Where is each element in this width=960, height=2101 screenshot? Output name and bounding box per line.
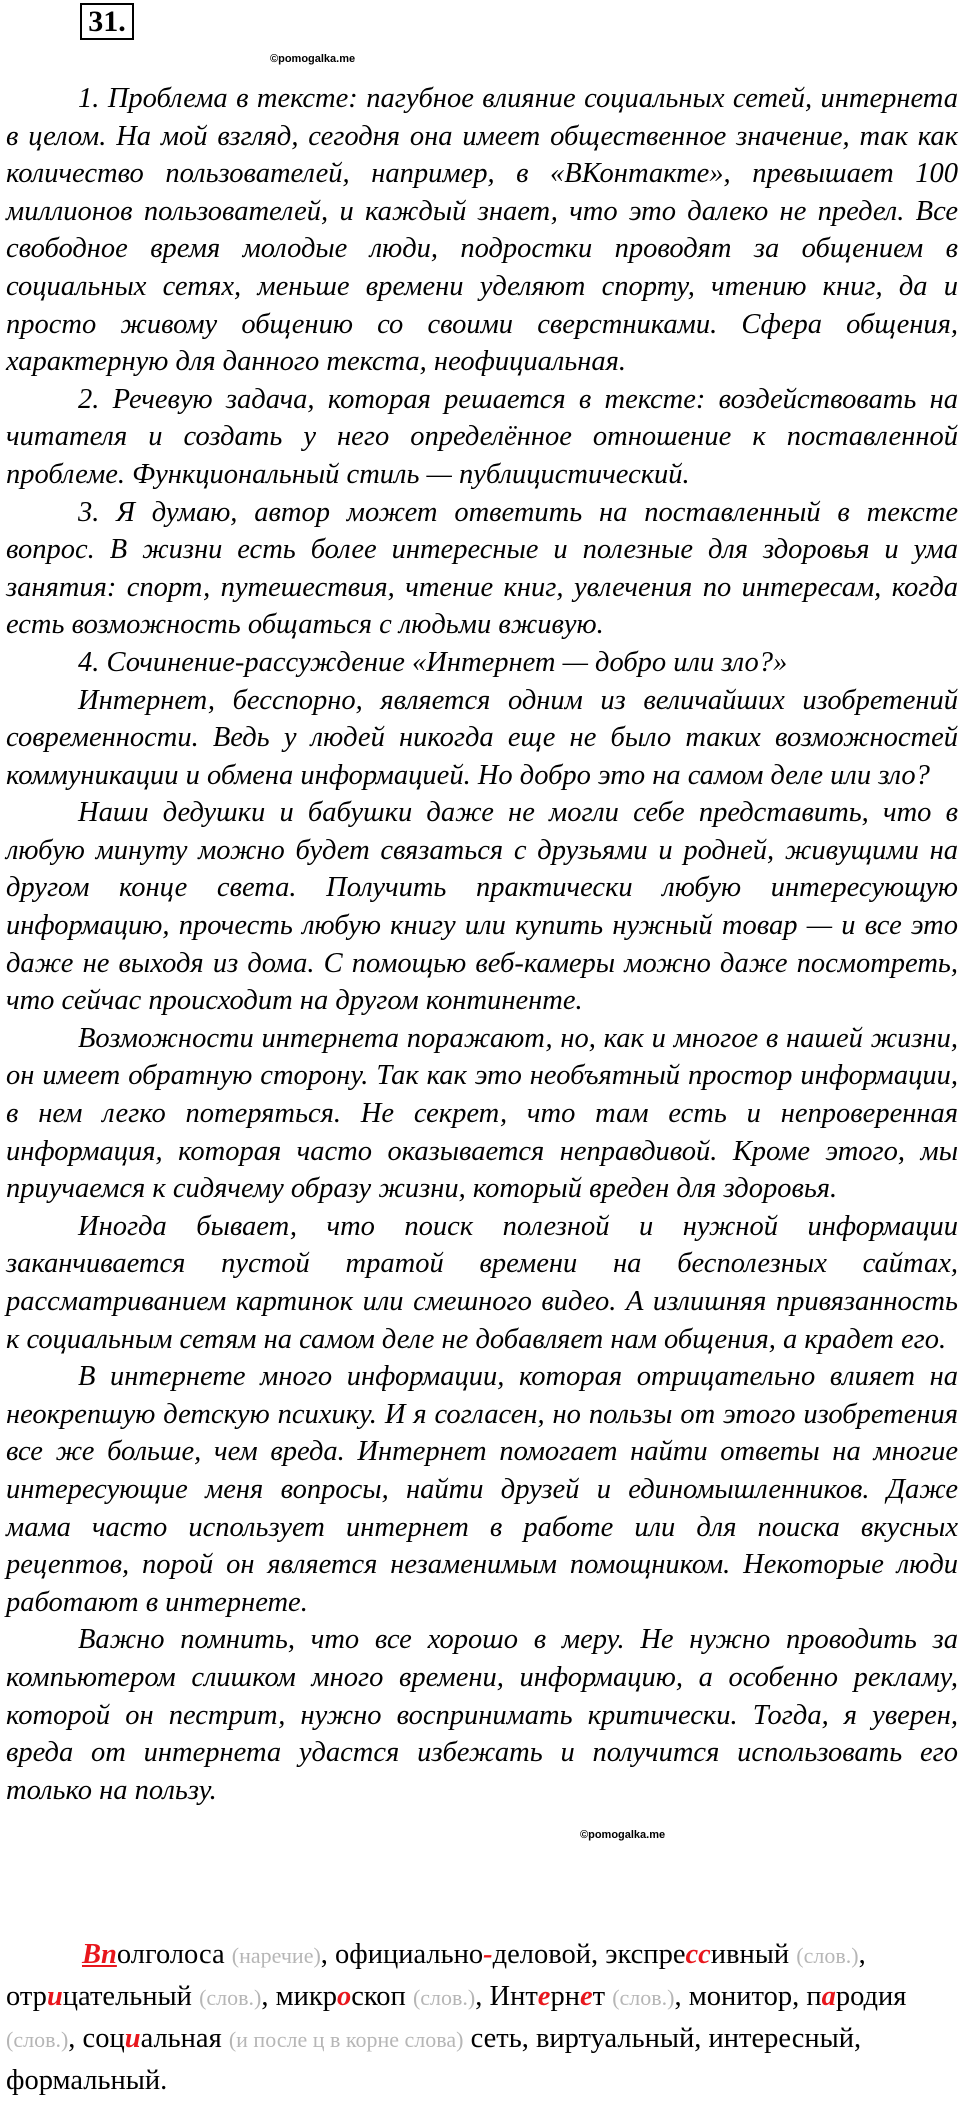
paragraph: Интернет, бесспорно, является одним из величайших изобретений современности. Ведь у людей никогда еще не было таких возможностей коммуникации и обмена информацией. Но добро это на самом деле или зло?	[6, 684, 958, 791]
watermark-top: ©pomogalka.me	[270, 53, 356, 65]
highlight-letters: е	[537, 1981, 551, 2012]
word-part: , микр	[261, 1981, 337, 2012]
highlight-letters: е	[579, 1981, 593, 2012]
word-part: , отр	[6, 1939, 866, 2012]
watermark-bottom: ©pomogalka.me	[580, 1829, 666, 1841]
word-part: , Инт	[475, 1981, 538, 2012]
word-part: рн	[550, 1981, 580, 2012]
word-part: т	[592, 1981, 606, 2012]
paragraph: Возможности интернета поражают, но, как и многое в нашей жизни, он имеет обратную сторону. Так как это необъятный простор информации, в нем легко потеряться. Не секрет, что там есть и непроверенная информация, которая часто оказывается неправдивой. Кроме этого, мы приучаемся к сидячему образу жизни, который вреден для здоровья.	[6, 1022, 958, 1205]
word-part: ивный	[710, 1939, 790, 1970]
word-part: цательный	[62, 1981, 192, 2012]
highlight-letters: а	[821, 1981, 836, 2012]
task-number-box: 31.	[80, 3, 134, 40]
essay-body	[6, 80, 958, 1809]
paragraph: Иногда бывает, что поиск полезной и нужной информации заканчивается пустой тратой времени на бесполезных сайтах, рассматриванием картинок или смешного видео. А излишняя привязанность к социальным сетям на самом деле не добавляет нам общения, а крадет его.	[6, 1210, 958, 1355]
highlight-letters: -	[483, 1939, 493, 1970]
paragraph: Наши дедушки и бабушки даже не могли себе представить, что в любую минуту можно будет связаться с друзьями и родней, живущими на другом конце света. Получить практически любую интересующую информацию, прочесть любую книгу или купить нужный товар — и все это даже не выходя из дома. С помощью веб-камеры можно даже посмотреть, что сейчас происходит на другом континенте.	[6, 797, 958, 1017]
note: (и после ц в корне слова)	[228, 2027, 464, 2052]
paragraph: В интернете много информации, которая отрицательно влияет на неокрепшую детскую психику. И я согласен, но пользы от этого изобретения все же больше, чем вреда. Интернет помогает найти ответы на многие интересующие меня вопросы, найти друзей и единомышленников. Даже мама часто использует интернет в работе или для поиска вкусных рецептов, порой он является незаменимым помощником. Некоторые люди работают в интернете.	[6, 1361, 958, 1618]
word-part: олголоса	[116, 1939, 225, 1970]
paragraph: 2. Речевую задача, которая решается в тексте: воздействовать на читателя и создать у него определённое отношение к поставленной проблеме. Функциональный стиль — публицистический.	[6, 383, 958, 490]
highlight-letters: и	[124, 2023, 141, 2054]
highlight-letters: и	[46, 1981, 63, 2012]
note: (слов.)	[412, 1985, 476, 2010]
answer-block	[6, 1934, 946, 2101]
highlight-letters: Вп	[82, 1939, 117, 1970]
word-part: деловой, экспре	[492, 1939, 686, 1970]
note: (наречие)	[231, 1943, 321, 1968]
note: (слов.)	[612, 1985, 675, 2010]
word-part: , монитор, п	[674, 1981, 822, 2012]
answer-line	[6, 1934, 946, 2101]
paragraph: 4. Сочинение-рассуждение «Интернет — добро или зло?»	[78, 646, 788, 678]
word-part: сеть, виртуальный, интересный, формальный.	[6, 2023, 862, 2096]
word-part: , соц	[68, 2023, 125, 2054]
word-part: скоп	[351, 1981, 406, 2012]
note: (слов.)	[199, 1985, 262, 2010]
highlight-letters: о	[337, 1981, 352, 2012]
word-part: родия	[835, 1981, 907, 2012]
word-part: , официально	[320, 1939, 484, 1970]
paragraph: Важно помнить, что все хорошо в меру. Не нужно проводить за компьютером слишком много времени, информацию, а особенно рекламу, которой он пестрит, нужно воспринимать критически. Тогда, я уверен, вреда от интернета удастся избежать и получится использовать его только на пользу.	[6, 1624, 958, 1806]
note: (слов.)	[796, 1943, 859, 1968]
highlight-letters: сс	[685, 1939, 711, 1970]
paragraph: 3. Я думаю, автор может ответить на поставленный в тексте вопрос. В жизни есть более интересные и полезные для здоровья и ума занятия: спорт, путешествия, чтение книг, увлечения по интересам, когда есть возможность общаться с людьми вживую.	[6, 496, 958, 641]
paragraph: 1. Проблема в тексте: пагубное влияние социальных сетей, интернета в целом. На мой взгляд, сегодня она имеет общественное значение, так как количество пользователей, например, в «ВКонтакте», превышает 100 миллионов пользователей, и каждый знает, что это далеко не предел. Все свободное время молодые люди, подростки проводят за общением в социальных сетях, меньше времени уделяют спорту, чтению книг, да и просто живому общению со своими сверстниками. Сфера общения, характерную для данного текста, неофициальная.	[6, 83, 958, 378]
word-part: альная	[140, 2023, 222, 2054]
note: (слов.)	[6, 2027, 69, 2052]
